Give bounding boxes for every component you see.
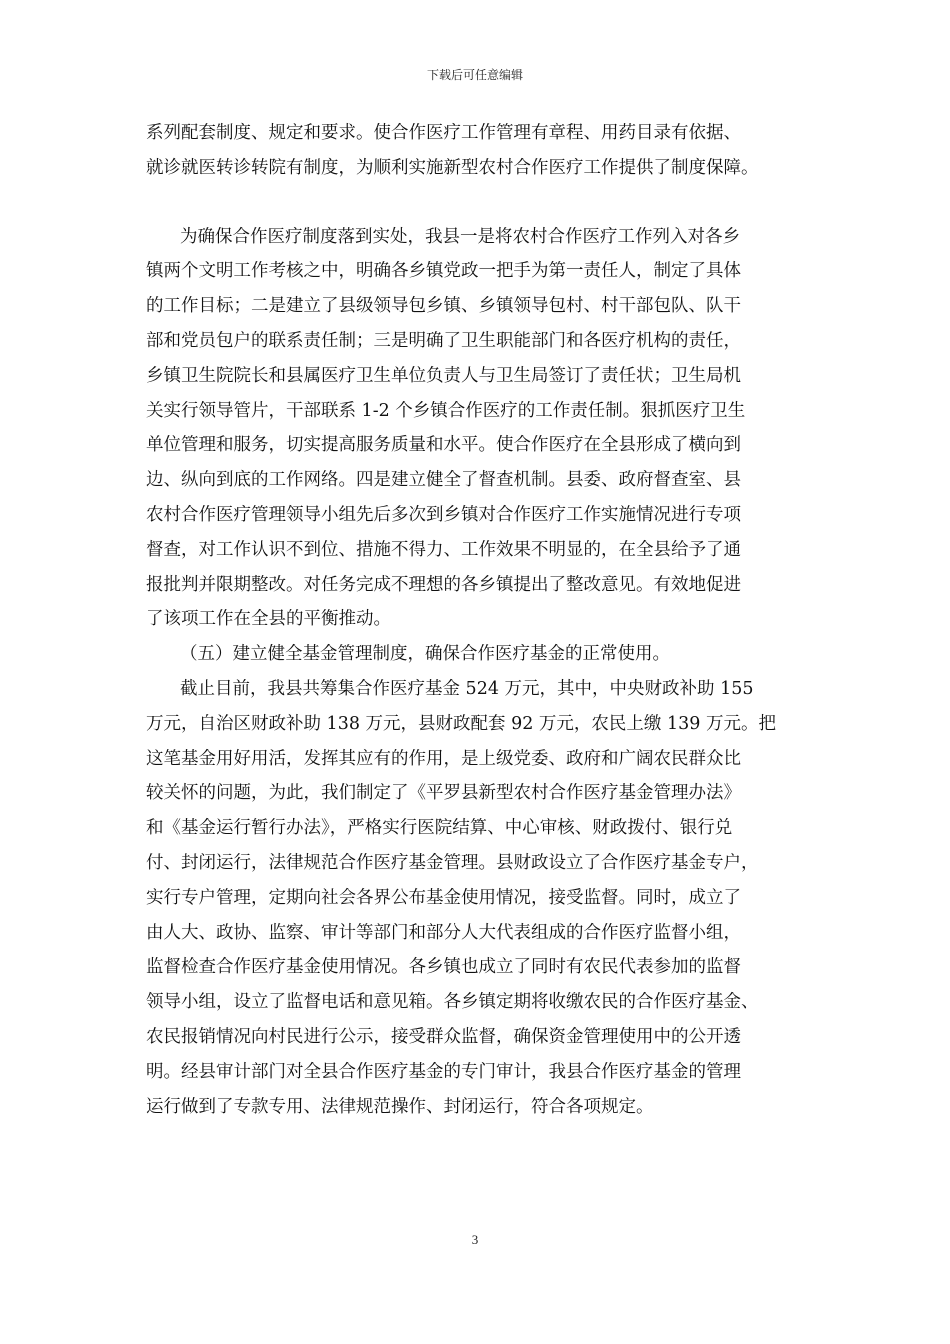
text-line: 边、纵向到底的工作网络。四是建立健全了督查机制。县委、政府督查室、县 <box>146 470 741 491</box>
page-number: 3 <box>471 1232 479 1247</box>
text-line: 由人大、政协、监察、审计等部门和部分人大代表组成的合作医疗监督小组， <box>146 922 741 943</box>
text-line: 农村合作医疗管理领导小组先后多次到乡镇对合作医疗工作实施情况进行专项 <box>146 504 741 525</box>
text-line: 督查，对工作认识不到位、措施不得力、工作效果不明显的，在全县给予了通 <box>146 539 741 560</box>
text-line: 明。经县审计部门对全县合作医疗基金的专门审计，我县合作医疗基金的管理 <box>146 1061 741 1082</box>
text-line: 系列配套制度、规定和要求。使合作医疗工作管理有章程、用药目录有依据、 <box>146 123 741 143</box>
text-line: 农民报销情况向村民进行公示，接受群众监督，确保资金管理使用中的公开透 <box>146 1026 741 1047</box>
text-line: 运行做到了专款专用、法律规范操作、封闭运行，符合各项规定。 <box>146 1096 654 1117</box>
text-line: 领导小组，设立了监督电话和意见箱。各乡镇定期将收缴农民的合作医疗基金、 <box>146 992 759 1013</box>
text-line: 了该项工作在全县的平衡推动。 <box>146 609 391 630</box>
text-line: 截止目前，我县共筹集合作医疗基金 524 万元，其中，中央财政补助 155 <box>180 678 754 699</box>
text-line: 这笔基金用好用活，发挥其应有的作用，是上级党委、政府和广阔农民群众比 <box>146 748 741 769</box>
document-body <box>146 116 811 1124</box>
text-line: 监督检查合作医疗基金使用情况。各乡镇也成立了同时有农民代表参加的监督 <box>146 957 741 978</box>
section-heading <box>146 637 811 672</box>
paragraph <box>146 672 811 1124</box>
text-line: 的工作目标；二是建立了县级领导包乡镇、乡镇领导包村、村干部包队、队干 <box>146 296 741 317</box>
text-line: 较关怀的问题，为此，我们制定了《平罗县新型农村合作医疗基金管理办法》 <box>146 783 741 804</box>
text-line: 就诊就医转诊转院有制度，为顺利实施新型农村合作医疗工作提供了制度保障。 <box>146 157 759 178</box>
text-line: 万元，自治区财政补助 138 万元，县财政配套 92 万元，农民上缴 139 万元。把 <box>146 713 776 734</box>
text-line: 和《基金运行暂行办法》，严格实行医院结算、中心审核、财政拨付、银行兑 <box>146 818 733 839</box>
text-line: 为确保合作医疗制度落到实处，我县一是将农村合作医疗工作列入对各乡 <box>180 226 740 247</box>
text-line: 实行专户管理，定期向社会各界公布基金使用情况，接受监督。同时，成立了 <box>146 887 741 908</box>
text-line: （五）建立健全基金管理制度，确保合作医疗基金的正常使用。 <box>180 644 670 665</box>
text-line: 镇两个文明工作考核之中，明确各乡镇党政一把手为第一责任人，制定了具体 <box>146 261 741 282</box>
text-line: 部和党员包户的联系责任制；三是明确了卫生职能部门和各医疗机构的责任， <box>146 330 741 351</box>
paragraph <box>146 116 811 186</box>
paragraph <box>146 220 811 638</box>
text-line: 单位管理和服务，切实提高服务质量和水平。使合作医疗在全县形成了横向到 <box>146 435 741 456</box>
text-line: 报批判并限期整改。对任务完成不理想的各乡镇提出了整改意见。有效地促进 <box>146 574 741 595</box>
text-line: 乡镇卫生院院长和县属医疗卫生单位负责人与卫生局签订了责任状；卫生局机 <box>146 365 741 386</box>
page-header: 下载后可任意编辑 <box>426 68 523 82</box>
text-line: 关实行领导管片，干部联系 1-2 个乡镇合作医疗的工作责任制。狠抓医疗卫生 <box>146 400 746 421</box>
text-line: 付、封闭运行，法律规范合作医疗基金管理。县财政设立了合作医疗基金专户， <box>146 852 759 873</box>
